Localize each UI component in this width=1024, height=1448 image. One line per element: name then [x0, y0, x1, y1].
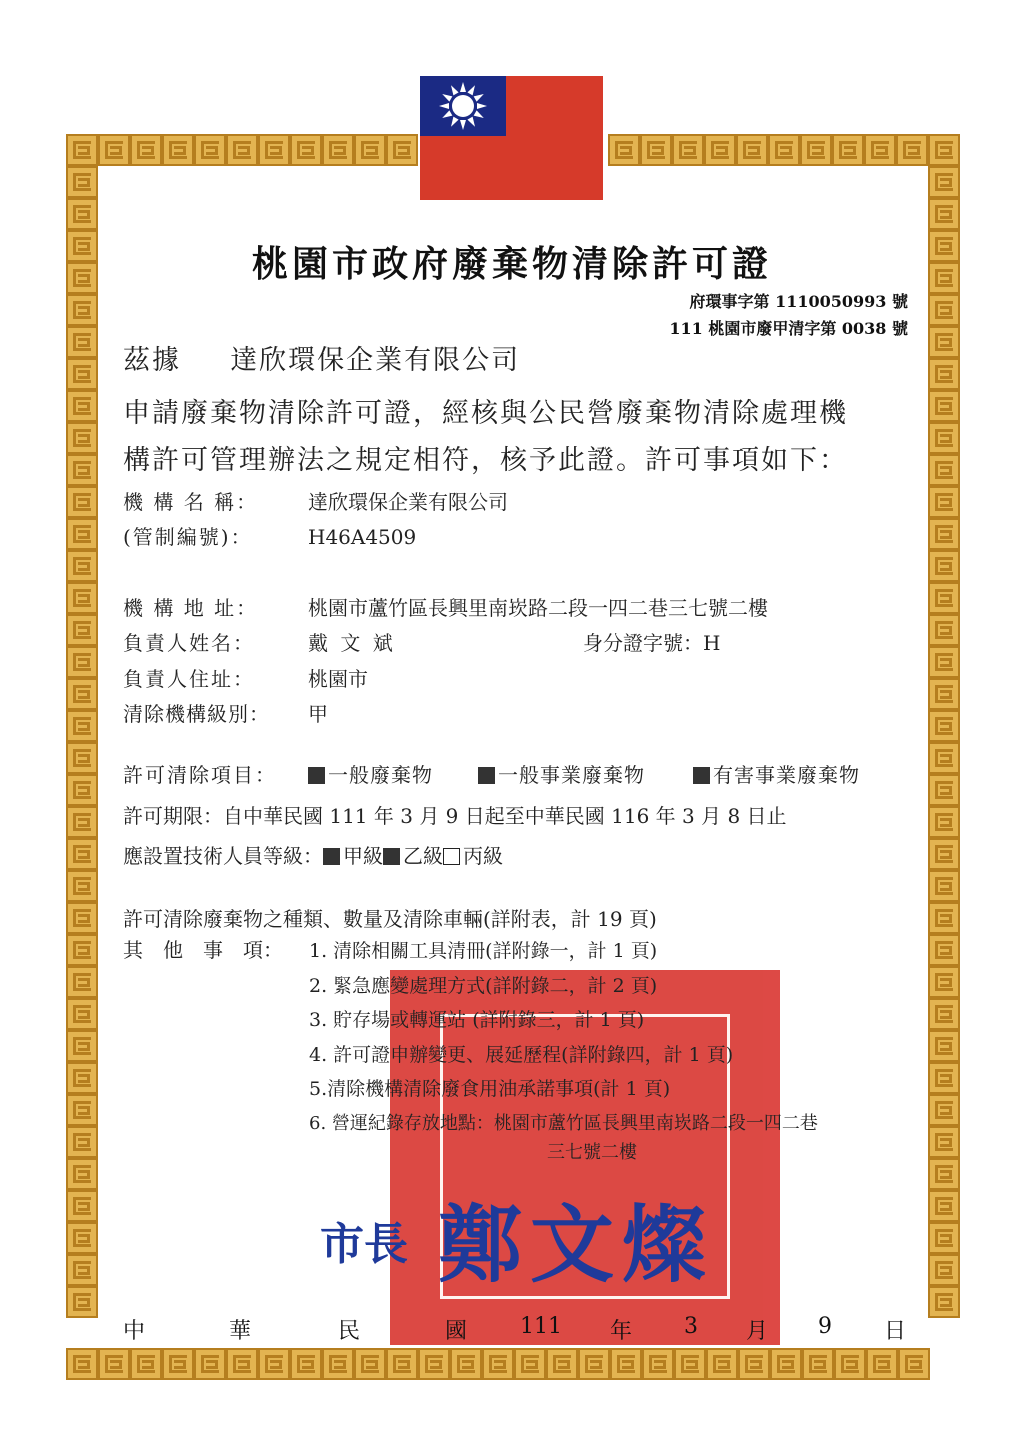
border-key-tile	[194, 1348, 226, 1380]
field-control-no	[123, 521, 416, 550]
border-left	[66, 166, 98, 1348]
owner-value: 戴 文 斌	[308, 631, 396, 655]
other-item: 2. 緊急應變處理方式(詳附錄二，計 2 頁)	[309, 974, 658, 997]
border-key-tile	[66, 550, 98, 582]
border-key-tile	[66, 870, 98, 902]
date-char-2: 華	[229, 1319, 252, 1344]
border-key-tile	[928, 1126, 960, 1158]
border-key-tile	[928, 390, 960, 422]
border-key-tile	[354, 134, 386, 166]
border-key-tile	[928, 1158, 960, 1190]
border-key-tile	[706, 1348, 738, 1380]
date-year: 111	[520, 1314, 562, 1339]
border-key-tile	[928, 902, 960, 934]
border-key-tile	[482, 1348, 514, 1380]
border-key-tile	[864, 134, 896, 166]
date-month: 3	[684, 1314, 698, 1339]
border-key-tile	[66, 390, 98, 422]
permit-item-3: 有害事業廢棄物	[713, 763, 860, 787]
border-key-tile	[130, 1348, 162, 1380]
tech-level-label: 應設置技術人員等級：	[123, 844, 323, 868]
id-value: H	[703, 631, 721, 655]
other-item: 5.清除機構清除廢食用油承諾事項(計 1 頁)	[309, 1078, 671, 1100]
border-key-tile	[928, 646, 960, 678]
border-key-tile	[66, 1254, 98, 1286]
border-key-tile	[832, 134, 864, 166]
border-key-tile	[546, 1348, 578, 1380]
border-key-tile	[898, 1348, 930, 1380]
border-key-tile	[162, 134, 194, 166]
tech-level-a: 甲級	[343, 844, 383, 868]
control-no-value: H46A4509	[308, 525, 417, 549]
border-key-tile	[866, 1348, 898, 1380]
border-key-tile	[928, 998, 960, 1030]
permit-item-2: 一般事業廢棄物	[498, 763, 645, 787]
border-key-tile	[66, 198, 98, 230]
border-key-tile	[66, 1222, 98, 1254]
border-key-tile	[704, 134, 736, 166]
org-name-label: 機 構 名 稱：	[123, 490, 259, 514]
border-key-tile	[674, 1348, 706, 1380]
date-char-3: 民	[338, 1319, 361, 1344]
border-key-tile	[354, 1348, 386, 1380]
border-key-tile	[578, 1348, 610, 1380]
border-bottom	[66, 1348, 960, 1380]
border-key-tile	[928, 294, 960, 326]
date-char-6: 月	[746, 1319, 769, 1344]
border-key-tile	[290, 1348, 322, 1380]
border-key-tile	[928, 1062, 960, 1094]
sun-emblem-icon	[420, 76, 506, 136]
border-key-tile	[66, 1158, 98, 1190]
border-key-tile	[66, 998, 98, 1030]
border-key-tile	[928, 806, 960, 838]
border-key-tile	[928, 166, 960, 198]
border-key-tile	[66, 326, 98, 358]
border-key-tile	[66, 486, 98, 518]
border-key-tile	[640, 134, 672, 166]
tech-level-c: 丙級	[463, 844, 503, 868]
border-key-tile	[66, 838, 98, 870]
border-key-tile	[642, 1348, 674, 1380]
intro-prefix: 茲據	[123, 345, 181, 376]
border-key-tile	[802, 1348, 834, 1380]
other-items-label: 其 他 事 項：	[123, 938, 283, 962]
control-no-label: (管制編號)：	[123, 525, 253, 549]
types-line: 許可清除廢棄物之種類、數量及清除車輛(詳附表，計 19 頁)	[123, 907, 657, 931]
border-key-tile	[514, 1348, 546, 1380]
level-label: 清除機構級別：	[123, 702, 270, 726]
border-key-tile	[66, 742, 98, 774]
border-key-tile	[194, 134, 226, 166]
border-key-tile	[66, 1030, 98, 1062]
border-right	[928, 166, 960, 1348]
other-item: 3. 貯存場或轉運站 (詳附錄三，計 1 頁)	[309, 1009, 645, 1031]
border-key-tile	[928, 742, 960, 774]
field-owner-address	[123, 663, 368, 692]
level-value: 甲	[308, 702, 328, 726]
border-key-tile	[928, 1030, 960, 1062]
checkbox-general-checked	[308, 767, 325, 784]
border-key-tile	[928, 326, 960, 358]
border-key-tile	[928, 966, 960, 998]
border-key-tile	[130, 134, 162, 166]
border-key-tile	[736, 134, 768, 166]
flag-canton	[420, 76, 506, 136]
border-key-tile	[66, 1062, 98, 1094]
field-address	[123, 592, 768, 621]
border-key-tile	[290, 134, 322, 166]
border-key-tile	[66, 166, 98, 198]
border-key-tile	[66, 710, 98, 742]
border-key-tile	[928, 1254, 960, 1286]
owner-label: 負責人姓名：	[123, 631, 255, 655]
border-key-tile	[738, 1348, 770, 1380]
border-key-tile	[928, 134, 960, 166]
checkbox-tech-a-checked	[323, 848, 340, 865]
border-key-tile	[450, 1348, 482, 1380]
border-key-tile	[928, 934, 960, 966]
checkbox-industrial-checked	[478, 767, 495, 784]
border-key-tile	[98, 134, 130, 166]
border-key-tile	[608, 134, 640, 166]
date-char-4: 國	[445, 1319, 468, 1344]
field-org-name	[123, 486, 508, 515]
permit-items	[123, 759, 860, 788]
other-item: 1. 清除相關工具清冊(詳附錄一，計 1 頁)	[309, 940, 658, 962]
border-key-tile	[66, 614, 98, 646]
border-key-tile	[66, 1348, 98, 1380]
intro-line-1	[123, 338, 520, 377]
mayor-signature: 鄭文燦	[438, 1195, 715, 1294]
border-key-tile	[66, 678, 98, 710]
doc-number-2: 111 桃園市廢甲清字第 0038 號	[669, 319, 908, 338]
border-key-tile	[66, 422, 98, 454]
border-key-tile	[928, 870, 960, 902]
border-key-tile	[66, 1094, 98, 1126]
border-key-tile	[928, 774, 960, 806]
owner-address-value: 桃園市	[308, 667, 368, 691]
mayor-title: 市長	[320, 1219, 408, 1270]
border-key-tile	[770, 1348, 802, 1380]
border-key-tile	[66, 966, 98, 998]
border-key-tile	[928, 710, 960, 742]
border-key-tile	[66, 806, 98, 838]
border-key-tile	[928, 550, 960, 582]
border-key-tile	[800, 134, 832, 166]
border-key-tile	[834, 1348, 866, 1380]
border-key-tile	[928, 1286, 960, 1318]
national-flag	[420, 76, 603, 200]
org-name-value: 達欣環保企業有限公司	[308, 490, 508, 514]
border-key-tile	[672, 134, 704, 166]
date-day: 9	[818, 1314, 832, 1339]
border-key-tile	[928, 1094, 960, 1126]
checkbox-tech-b-checked	[383, 848, 400, 865]
other-item: 4. 許可證申辦變更、展延歷程(詳附錄四，計 1 頁)	[309, 1043, 734, 1066]
doc-number-1: 府環事字第 1110050993 號	[689, 292, 908, 311]
border-key-tile	[66, 582, 98, 614]
permit-period: 許可期限：自中華民國 111 年 3 月 9 日起至中華民國 116 年 3 月 8 日止	[123, 804, 787, 828]
border-key-tile	[66, 774, 98, 806]
border-key-tile	[928, 518, 960, 550]
border-key-tile	[66, 358, 98, 390]
border-key-tile	[66, 294, 98, 326]
border-key-tile	[928, 614, 960, 646]
permit-item-1: 一般廢棄物	[328, 763, 433, 787]
border-key-tile	[928, 1190, 960, 1222]
border-key-tile	[928, 358, 960, 390]
other-items-list	[309, 934, 818, 1165]
border-key-tile	[66, 454, 98, 486]
field-level	[123, 698, 328, 727]
border-key-tile	[928, 198, 960, 230]
border-key-tile	[226, 1348, 258, 1380]
border-key-tile	[66, 134, 98, 166]
address-value: 桃園市蘆竹區長興里南崁路二段一四二巷三七號二樓	[308, 596, 768, 620]
checkbox-hazardous-checked	[693, 767, 710, 784]
intro-line-2: 申請廢棄物清除許可證，經核與公民營廢棄物清除處理機	[123, 398, 848, 429]
checkbox-tech-c-unchecked	[443, 848, 460, 865]
permit-items-label: 許可清除項目：	[123, 763, 277, 787]
border-key-tile	[928, 838, 960, 870]
border-key-tile	[258, 1348, 290, 1380]
other-item: 6. 營運紀錄存放地點：桃園市蘆竹區長興里南崁路二段一四二巷	[309, 1112, 818, 1134]
border-key-tile	[66, 902, 98, 934]
tech-level-b: 乙級	[403, 844, 443, 868]
border-key-tile	[928, 582, 960, 614]
border-key-tile	[66, 1126, 98, 1158]
border-top-right	[608, 134, 960, 166]
border-key-tile	[386, 134, 418, 166]
border-key-tile	[928, 678, 960, 710]
id-label: 身分證字號：	[583, 631, 703, 655]
border-key-tile	[162, 1348, 194, 1380]
other-item-continued: 三七號二樓	[547, 1142, 637, 1163]
intro-line-3: 構許可管理辦法之規定相符，核予此證。許可事項如下：	[123, 445, 848, 476]
owner-address-label: 負責人住址：	[123, 667, 255, 691]
border-key-tile	[896, 134, 928, 166]
border-top-left	[66, 134, 418, 166]
border-key-tile	[66, 1190, 98, 1222]
date-char-5: 年	[610, 1319, 633, 1344]
border-key-tile	[418, 1348, 450, 1380]
border-key-tile	[768, 134, 800, 166]
border-key-tile	[66, 934, 98, 966]
border-key-tile	[322, 1348, 354, 1380]
date-char-7: 日	[884, 1319, 907, 1344]
border-key-tile	[928, 454, 960, 486]
border-key-tile	[66, 1286, 98, 1318]
date-char-1: 中	[123, 1319, 146, 1344]
border-key-tile	[226, 134, 258, 166]
border-key-tile	[928, 1222, 960, 1254]
border-key-tile	[610, 1348, 642, 1380]
address-label: 機 構 地 址：	[123, 596, 259, 620]
field-owner	[123, 627, 720, 656]
border-key-tile	[386, 1348, 418, 1380]
border-key-tile	[66, 646, 98, 678]
certificate-title: 桃園市政府廢棄物清除許可證	[251, 243, 772, 285]
intro-company: 達欣環保企業有限公司	[230, 345, 521, 376]
border-key-tile	[98, 1348, 130, 1380]
border-key-tile	[66, 518, 98, 550]
border-key-tile	[928, 486, 960, 518]
tech-level	[123, 840, 503, 869]
border-key-tile	[322, 134, 354, 166]
border-key-tile	[928, 422, 960, 454]
border-key-tile	[258, 134, 290, 166]
